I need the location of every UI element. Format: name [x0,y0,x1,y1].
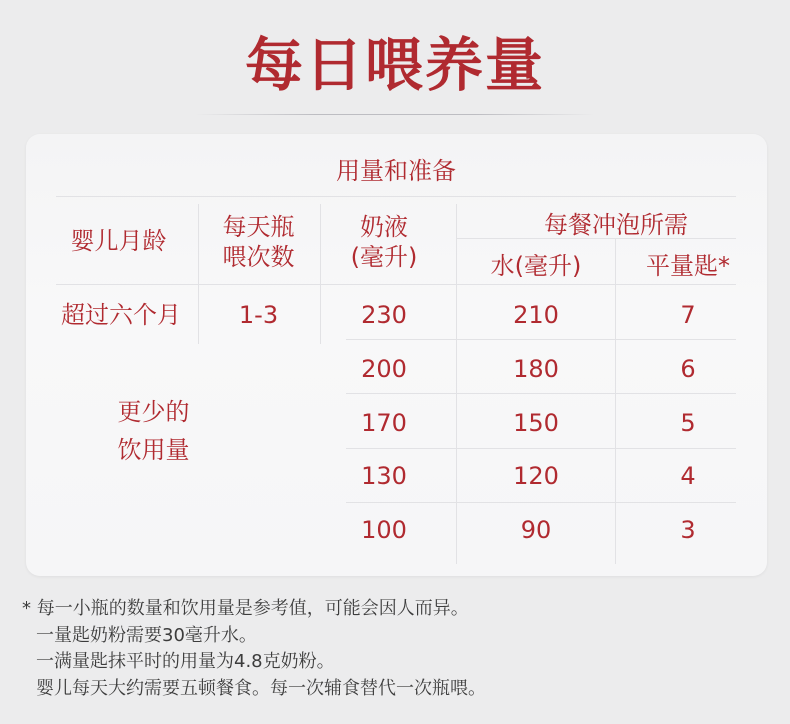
header-feeds-line2: 喂次数 [222,243,295,271]
group-header: 用量和准备 [336,157,456,185]
footnote-line: * 每一小瓶的数量和饮用量是参考值，可能会因人而异。 [22,598,469,619]
scoops-value: 5 [680,409,696,437]
water-value: 210 [513,301,559,329]
divider [56,284,736,285]
divider [346,339,736,340]
feeds-value: 1-3 [238,301,279,329]
divider [346,448,736,449]
page-title: 每日喂养量 [244,31,545,99]
divider [615,238,616,564]
header-feeds-line1: 每天瓶 [222,213,295,241]
header-milk-line2: (毫升) [350,243,418,271]
divider [346,393,736,394]
divider [456,204,457,564]
milk-value: 100 [361,516,407,544]
scoops-value: 3 [680,516,696,544]
water-value: 120 [513,462,559,490]
footnote-line: 一量匙奶粉需要30毫升水。 [36,624,257,646]
footnote-line: 婴儿每天大约需要五顿餐食。每一次辅食替代一次瓶喂。 [36,677,486,699]
header-scoops: 平量匙* [646,252,730,280]
water-value: 90 [520,516,552,544]
scoops-value: 6 [680,355,696,383]
header-age: 婴儿月龄 [70,227,167,255]
footnote-line: 一满量匙抹平时的用量为4.8克奶粉。 [36,651,335,672]
header-per-meal: 每餐冲泡所需 [544,211,688,239]
milk-value: 200 [361,355,407,383]
footnotes [22,596,782,702]
header-milk-line1: 奶液 [360,213,408,241]
divider [56,196,736,197]
header-water: 水(毫升) [490,252,582,280]
age-less-line2: 饮用量 [117,436,190,464]
scoops-value: 4 [680,462,696,490]
milk-value: 230 [361,301,407,329]
water-value: 150 [513,409,559,437]
age-over-six-months: 超过六个月 [61,301,181,329]
water-value: 180 [513,355,559,383]
scoops-value: 7 [680,301,696,329]
title-divider [195,114,595,115]
feeding-table [26,134,767,576]
milk-value: 130 [361,462,407,490]
age-less-line1: 更少的 [117,398,190,426]
divider [346,502,736,503]
milk-value: 170 [361,409,407,437]
